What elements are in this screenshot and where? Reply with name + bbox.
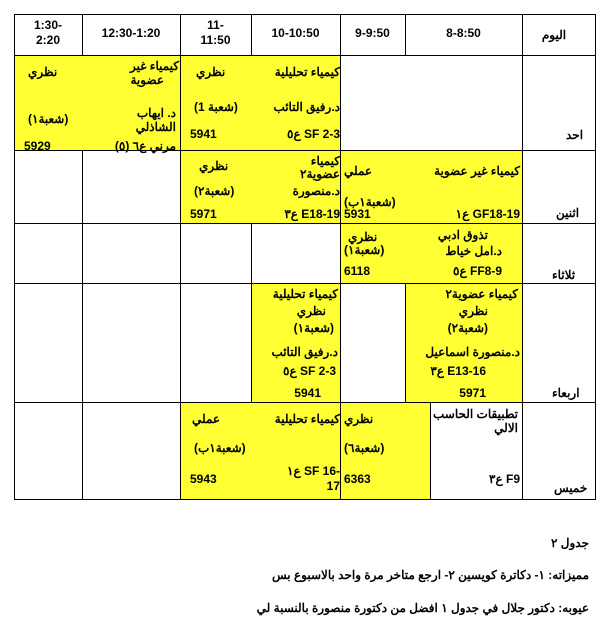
- header-slot-5: 12:30-1:20: [101, 26, 161, 40]
- day-wed: اربعاء: [552, 386, 580, 400]
- thu-b-type: عملي: [192, 412, 221, 426]
- sun-a-type: نظري: [196, 65, 226, 79]
- header-slot-4: 11- 11:50: [200, 18, 231, 47]
- sun-b-title-1: كيمياء غير: [129, 59, 179, 73]
- mon-b-title-2: عضوية٢: [300, 167, 340, 181]
- wed-a-title: كيمياء عضوية٢: [445, 287, 518, 301]
- day-thu: خميس: [554, 481, 588, 495]
- wed-a-type: نظري: [458, 304, 488, 318]
- day-mon: اثنين: [556, 206, 580, 220]
- tue-a-doctor: د.امل خياط: [445, 244, 502, 258]
- mon-b-type: نظري: [199, 159, 229, 173]
- header-slot-6: 1:30- 2:20: [33, 18, 62, 47]
- wed-b-title: كيمياء تحليلية: [272, 287, 338, 301]
- thu-a-section: (شعبة٦): [344, 441, 385, 455]
- sun-b-type: نظري: [28, 65, 58, 79]
- sun-b-title-2: عضوية: [130, 73, 164, 87]
- notes-cons: عيوبه: دكتور جلال في جدول ١ افضل من دكتورة منصورة بالنسبة لي: [256, 601, 589, 615]
- thu-b-title: كيمياء تحليلية: [274, 412, 340, 426]
- mon-a-code: 5931: [344, 207, 371, 221]
- wed-a-room: ع٣ E13-16: [430, 364, 486, 378]
- sun-a-title: كيمياء تحليلية: [274, 65, 340, 79]
- header-slot-3: 10-10:50: [271, 26, 320, 40]
- mon-b-doctor: د.منصورة: [292, 184, 340, 198]
- mon-a-room: ع١ GF18-19: [455, 207, 520, 221]
- mon-b-section: (شعبة٢): [194, 184, 235, 198]
- thu-b-code: 5943: [190, 472, 217, 486]
- mon-b-title-1: كيمياء: [310, 154, 340, 168]
- notes-pros: مميزاته: ١- دكاترة كويسين ٢- ارجع متاخر مرة واحد بالاسبوع بس: [272, 568, 589, 582]
- mon-b-room: ع٣ E18-19: [284, 207, 340, 221]
- sun-a-section: (1 شعبة): [194, 100, 238, 114]
- sun-b-doctor-1: د. ايهاب: [136, 106, 176, 120]
- wed-a-section: (شعبة٢): [447, 321, 488, 335]
- sun-b-code: 5929: [24, 139, 51, 153]
- wed-b-room: ع٥ SF 2-3: [283, 364, 336, 378]
- sun-a-code: 5941: [190, 127, 217, 141]
- sun-b-doctor-2: الشاذلي: [135, 120, 176, 134]
- wed-a-code: 5971: [459, 386, 486, 400]
- tue-a-section: (شعبة١): [344, 243, 385, 257]
- wed-b-doctor: د.رفيق التائب: [271, 345, 338, 359]
- day-tue: ثلاثاء: [552, 268, 576, 282]
- thu-b-section: (شعبة١ب): [194, 441, 246, 455]
- thu-b-room-1: ع١ SF 16-: [287, 464, 340, 478]
- sun-b-room: مرني ع٦ (٥): [114, 139, 176, 153]
- wed-b-type: نظري: [296, 304, 326, 318]
- thu-a-type: نظري: [344, 412, 374, 426]
- sun-a-doctor: د.رفيق التائب: [273, 100, 340, 114]
- day-sun: احد: [566, 128, 584, 142]
- header-day: اليوم: [541, 28, 567, 42]
- mon-a-type: عملي: [344, 164, 373, 178]
- sun-b-section: (شعبة١): [28, 112, 69, 126]
- mon-a-section: (شعبة١ب): [344, 195, 396, 209]
- thu-a-room: ع٣ F9: [489, 472, 520, 486]
- sun-a-room: ع٥ SF 2-3: [287, 127, 340, 141]
- mon-a-title: كيمياء غير عضوية: [434, 164, 520, 178]
- wed-b-section: (شعبة١): [293, 321, 334, 335]
- thu-a-code: 6363: [344, 472, 371, 486]
- tue-a-type: نظري: [348, 230, 378, 244]
- notes-title: جدول ٢: [550, 536, 589, 550]
- wed-a-doctor: د.منصورة اسماعيل: [425, 345, 520, 359]
- tue-a-room: ع٥ FF8-9: [453, 264, 502, 278]
- tue-a-code: 6118: [344, 264, 371, 278]
- thu-a-title-1: تطبيقات الحاسب: [432, 407, 518, 421]
- thu-b-room-2: 17: [326, 479, 340, 493]
- thu-a-title-2: الالي: [494, 421, 518, 435]
- schedule-table: [14, 14, 596, 499]
- header-slot-2: 9-9:50: [355, 26, 390, 40]
- tue-a-title: تذوق ادبي: [437, 228, 488, 242]
- mon-b-code: 5971: [190, 207, 217, 221]
- header-slot-1: 8-8:50: [446, 26, 481, 40]
- wed-b-code: 5941: [294, 386, 321, 400]
